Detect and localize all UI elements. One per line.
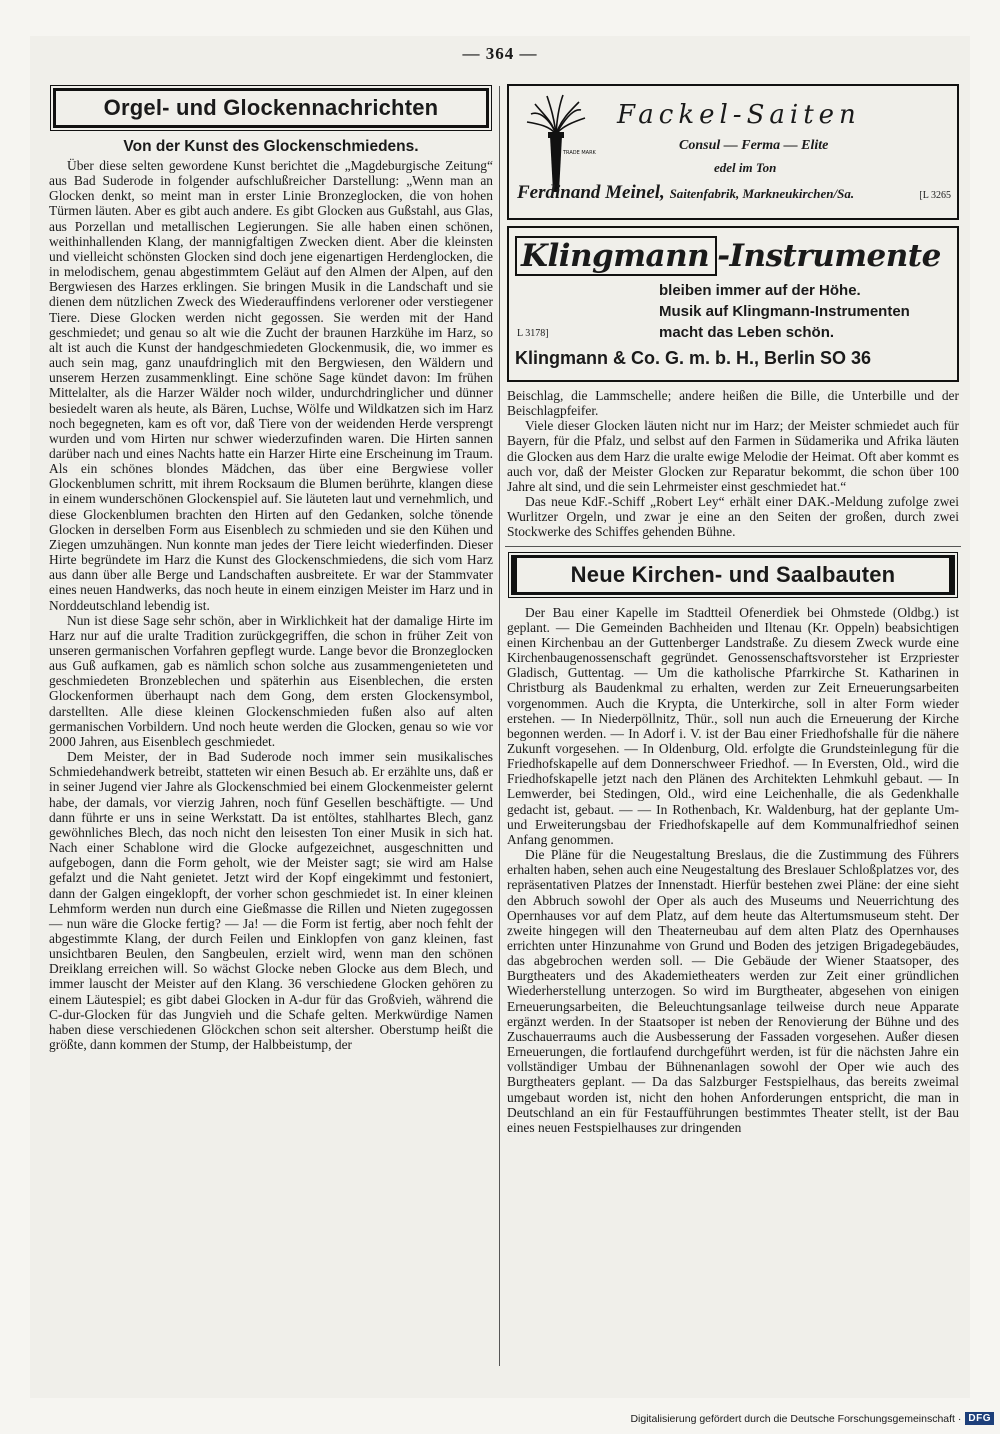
article-paragraph: Nun ist diese Sage sehr schön, aber in Wirklichkeit hat der damalige Hirte im Harz nur auf die uralte Tradition zurückgegriffen, die schon in früher Zeit von unseren germanischen Vorfahren gepflegt wurde. Lange bevor die Bronzeglocken aus Guß aufkamen, gab es nämlich schon solche aus zusammengenieteten und geschmiedeten Bronzeblechen und späterhin aus Eisenblechen, die ersten Glockenformen überhaupt nach dem Gong, dem ersten Glockensymbol, darstellten. Alle diese kleinen Glockenschmieden fußen also auf alten germanischen Vorbildern. Und noch heute werden die Glocken, genau so wie vor 2000 Jahren, aus Eisenblech geschmiedet.	[49, 612, 493, 749]
column-divider	[499, 86, 500, 1366]
ad-company-address: Klingmann & Co. G. m. b. H., Berlin SO 36	[515, 348, 872, 368]
article-paragraph: Die Pläne für die Neugestaltung Breslaus, die die Zustimmung des Führers erhalten haben, sehen auch eine Neugestaltung des Breslauer Schloßplatzes vor, des repräsentativen Platzes der Innenstadt. Hierfür bestehen zwei Pläne: der eine sieht den Abbruch sowohl der Oper als auch des Museums und Neuerrichtung des Opernhauses vor auf dem Platz, auf dem heute das Altertumsmuseum steht. Der zweite hingegen will den Theaterneubau auf dem alten Platz des Opernhauses errichten unter Hinzunahme von Grund und Boden des jetzigen Brigadegebäudes, das abgebrochen werden soll. — Die Gebäude der Wiener Staatsoper, des Burgtheaters und des Akademietheaters werden zur Zeit einer gründlichen Wiederherstellung unterzogen. So wird im Burgtheater, abgesehen von einigen Erneuerungsarbeiten, die Beleuchtungsanlage teilweise durch neue Apparate ergänzt werden. In der Staatsoper ist neben der Renovierung der Bühne und des Zuschauerraums auch die Ausbesserung der Fassaden vorgesehen. Außer diesen Erneuerungen, die fortlaufend durchgeführt werden, ist für die nächsten Jahre ein vollständiger Umbau der Bühnenanlagen sowohl der Oper wie auch des Burgtheaters geplant. — Da das Salzburger Festspielhaus, das bereits zweimal umgebaut worden ist, nicht den hohen Anforderungen entspricht, die man in Deutschland an ein für Festaufführungen bestimmtes Theater stellt, ist der Bau eines neuen Festspielhauses zur dringenden	[507, 847, 959, 1135]
advertisement-fackel-saiten	[507, 84, 959, 220]
ad-code: [L 3265	[919, 190, 951, 201]
trademark-label: TRADE MARK	[563, 150, 596, 156]
ad-brand-suffix: -Instrumente	[717, 238, 941, 274]
section-header-organ-bells	[53, 88, 489, 128]
digitization-credit	[630, 1412, 994, 1425]
slogan-line: bleiben immer auf der Höhe.	[659, 282, 861, 299]
ad-models: Consul — Ferma — Elite	[679, 138, 829, 153]
section-title: Neue Kirchen- und Saalbauten	[570, 561, 896, 587]
credit-text: Digitalisierung gefördert durch die Deutsche Forschungsgemeinschaft ·	[630, 1412, 962, 1425]
article-paragraph: Der Bau einer Kapelle im Stadtteil Ofenerdiek bei Ohmstede (Oldbg.) ist geplant. — Die Gemeinden Bachheiden und Iltenau (Kr. Oppeln) beabsichtigen einen Kirchenbau an der Guttenberger Landstraße. Zu diesem Zweck wurde eine Kirchenbaugenossenschaft gegründet. Genossenschaftsvorsteher ist Erzpriester Gladisch, Guttentag. — Um die katholische Pfarrkirche St. Katharinen in Christburg als Baudenkmal zu erhalten, werden zur Zeit Erneuerungsarbeiten vorgenommen. Auch die Krypta, die Unterkirche, soll in alter Form wieder erstehen. — In Niederpöllnitz, Thür., soll nun auch die Erneuerung der Kirche begonnen werden. — In Adorf i. V. ist der Bau einer Friedhofshalle für die nähere Zukunft vorgesehen. — In Oldenburg, Old. erfolgte die Grundsteinlegung für die Friedhofskapelle auf dem Donnerschweer Friedhof. — In Eversten, Old., wird die Friedhofskapelle jetzt nach den Plänen des Architekten Lehmkuhl gebaut. — In Lemwerder, bei Stedingen, Old., wird eine Leichenhalle, die als Gedenkhalle gedacht ist, gebaut. — — In Rothenbach, Kr. Waldenburg, hat der geplante Um- und Erweiterungsbau der Friedhofskapelle auf dem Kommunalfriedhof seinen Anfang genommen.	[507, 604, 959, 847]
article-paragraph: Das neue KdF.-Schiff „Robert Ley“ erhält einer DAK.-Meldung zufolge zwei Wurlitzer Orgeln, und zwar je eine an den Seiten der großen, durch zwei Stockwerke des Schiffes gehenden Bühne.	[507, 494, 959, 540]
ad-maker	[517, 182, 854, 204]
ad-brand-name: Fackel-Saiten	[617, 100, 861, 130]
section-rule	[505, 546, 961, 547]
section-header-churches	[511, 555, 955, 595]
ad-slogan	[659, 280, 910, 343]
ad-headline	[515, 236, 941, 276]
dfg-logo: DFG	[965, 1412, 994, 1425]
article-paragraph: Über diese selten gewordene Kunst berichtet die „Magdeburgische Zeitung“ aus Bad Suderode in folgender aufschlußreicher Darstellung: „Wenn man an Glocken denkt, so meint man in erster Linie Bronzeglocken, die von hohen Türmen läuten. Aber es gibt auch andere. Es gibt Glocken aus Gußstahl, aus Glas, aus Porzellan und metallischen Legierungen. Sie alle haben einen schönen, weithinhallenden Klang, der mannigfaltigen Zwecken dient. Aber die kleinsten und vielleicht schönsten Glocken sind doch jene eigenartigen Herdenglocken, die in melodischem, genau abgestimmtem Geläut auf den Almen der Alpen, auf den Bergwiesen des Harzes erklingen. Sie bringen Musik in die Landschaft und sie dienen dem nützlichen Zweck des Wiederauffindens verlorener oder verstiegener Tiere. Diese Glocken werden nicht gegossen. Sie werden mit der Hand geschmiedet; und genau so alt wie die Zucht der braunen Harzkühe im Harz, so alt ist auch die Kunst der handgeschmiedeten Glockenmusik, die, wo immer es auch sein mag, ganz unaufdringlich mit den Bergwiesen, den Wäldern und unserem Herzen zusammenklingt. Eine schöne Sage kündet davon: Im frühen Mittelalter, als die Harzer Wälder noch wilder, undurchdringlicher und dünner besiedelt waren als heute, als Bären, Luchse, Wölfe und Wildkatzen sich im Harz noch begegneten, kam es oft vor, daß Tiere von der weidenden Herde versprengt wurden und vom Hirten nur schwer wiederzufinden waren. Die Hirten sannen darüber nach und eines Nachts hatte ein Harzer Hirte eine Erscheinung im Traum. Als ein schönes blondes Mädchen, das über eine Bergwiese voller Glockenblumen schritt, mit ihrem Rocksaum die Blumen berührte, klangen diese in einem wunderschönen Glockenspiel auf. Sie läuteten laut und vernehmlich, und diese Glockenblumen brachten den Hirten auf den Gedanken, solche tönende Glocken in derselben Form aus Eisenblech zu schmieden und sie den Kühen und Ziegen umzuhängen. Nun konnte man jedes der Tiere leicht wiederfinden. Dieser Hirte begründete im Harz die Kunst des Glockenschmiedens, die sich vom Harz aus dann über alle Berge und Landschaften ausbreitete. Er war der Stammvater eines neuen Handwerks, das noch heute in einem einzigen Meister im Harz und in Norddeutschland lebendig ist.	[49, 158, 493, 613]
ad-code: L 3178]	[517, 328, 549, 339]
section-title: Orgel- und Glockennachrichten	[103, 95, 439, 120]
ad-tagline: edel im Ton	[714, 160, 777, 175]
article-paragraph: Dem Meister, der in Bad Suderode noch immer sein musikalisches Schmiedehandwerk betreibt, statteten wir einen Besuch ab. Er erzählte uns, daß er in seiner Jugend vier Jahre als Glockenschmied bei einem Glockenmeister gelernt habe, der damals, vor vierzig Jahren, noch fünf Gesellen beschäftigte. — Und dann führte er uns in seine Werkstatt. Da ist entöltes, stahlhartes Blech, ganz gewöhnliches Blech, das noch nicht den leisesten Ton einer Musik in sich hat. Nach einer Schablone wird die Glocke aufgezeichnet, ausgeschnitten und aufgebogen, dann die Form geholt, wie der Meister sagt; sie wird am Halse gefalzt und die Naht genietet. Jetzt wird der Kopf eingekimmt und festoniert, dann der Galgen eingeklopft, der vorher schon geschmiedet ist. In einer kleinen Lehmform werden nun durch eine Gießmasse die Rillen und Nieten zugegossen — nun wäre die Glocke fertig? — Ja! — die Form ist fertig, aber noch fehlt der abgestimmte Klang, der durch Feilen und Einklopfen von ganz kleinen, fast unsichtbaren Beulen, den Sangbeulen, erzielt wird, wenn man den schönen Dreiklang erreichen will. So wächst Glocke neben Glocke aus dem Blech, und immer lauscht der Meister auf den Klang. 36 verschiedene Glocken gehören zu einem Läutespiel; es gibt dabei Glocken in A-dur für das Großvieh, während die C-dur-Glocken für das Jungvieh und die Schafe gelten. Merkwürdige Namen haben diese verschiedenen Glöckchen schon seit altersher. Oberstump heißt die größte, dann kommen der Stump, der Halbbeistump, der	[49, 749, 493, 1053]
maker-name: Ferdinand Meinel,	[517, 182, 665, 203]
left-column	[49, 84, 493, 1370]
article-paragraph: Viele dieser Glocken läuten nicht nur im Harz; der Meister schmiedet auch für Bayern, für die Pfalz, und selbst auf den Farmen in Südamerika und Afrika läuten die Glocken aus dem Harz die uralte ewige Melodie der Heimat. Oft aber kommt es auch vor, daß der Meister Glocken zur Reparatur bekommt, die schon über 100 Jahre alt sind, und die sein Lehrmeister einst geschmiedet hat.“	[507, 418, 959, 494]
right-column	[507, 84, 959, 1370]
page-number: — 364 —	[462, 44, 538, 63]
article-title: Von der Kunst des Glockenschmiedens.	[123, 138, 419, 155]
maker-place: Saitenfabrik, Markneukirchen/Sa.	[669, 186, 855, 201]
article-paragraph: Beischlag, die Lammschelle; andere heißen die Bille, die Unterbille und der Beischlagpfeifer.	[507, 388, 959, 419]
slogan-line: macht das Leben schön.	[659, 324, 835, 341]
advertisement-klingmann	[507, 226, 959, 382]
ad-brand-name: Klingmann	[515, 236, 717, 276]
slogan-line: Musik auf Klingmann-Instrumenten	[659, 303, 910, 320]
